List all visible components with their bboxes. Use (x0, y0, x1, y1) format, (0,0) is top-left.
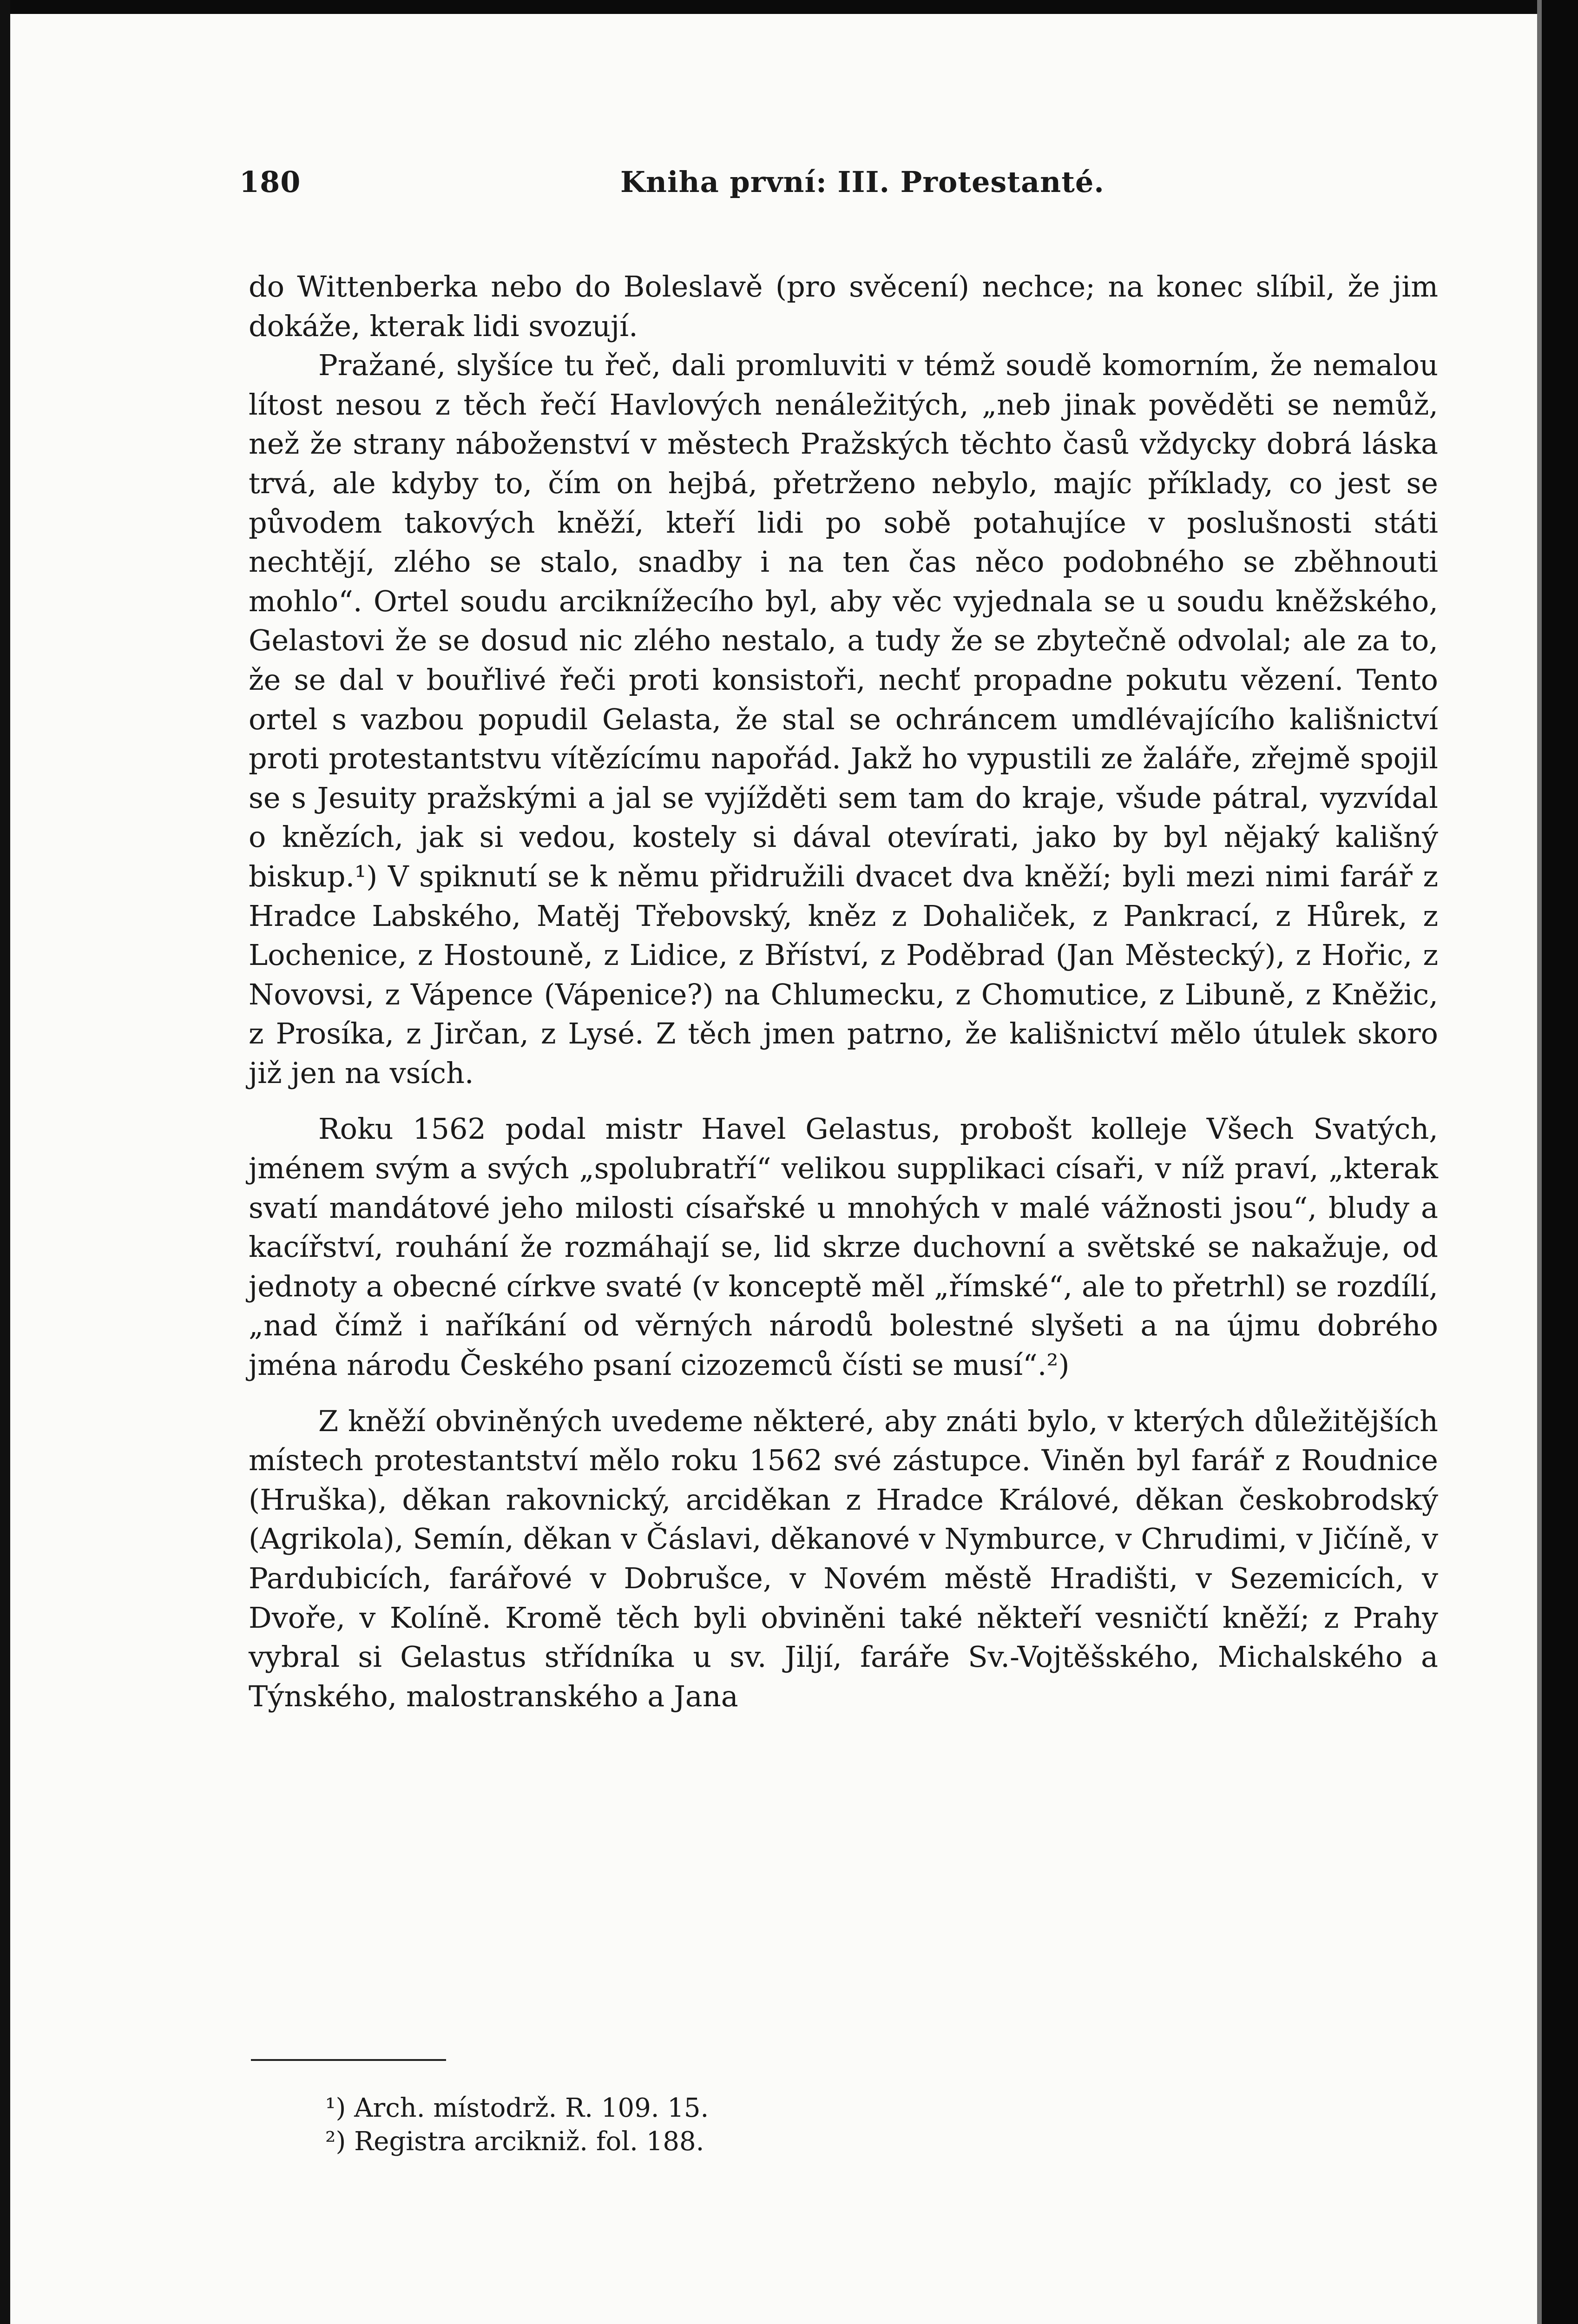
footnote-text: Registra arcikniž. fol. 188. (354, 2126, 704, 2157)
body-text (249, 267, 1438, 1716)
paragraph: Roku 1562 podal mistr Havel Gelastus, probošt kolleje Všech Svatých, jménem svým a svých „spolubratří“ velikou supplikaci císaři, v níž praví, „kterak svatí mandátové jeho milosti císařské u mnohých v malé vážnosti jsou“, bludy a kacířství, rouhání že rozmáhají se, lid skrze duchovní a světské se nakažuje, od jednoty a obecné církve svaté (v konceptě měl „římské“, ale to přetrhl) se rozdílí, „nad čímž i naříkání od věrných národů bolestné slyšeti a na újmu dobrého jména národu Českého psaní cizozemců čísti se musí“.²) (249, 1112, 1438, 1382)
running-title: Kniha první: III. Protestanté. (620, 165, 1105, 199)
paragraph: Z kněží obviněných uvedeme některé, aby znáti bylo, v kterých důležitějších místech protestantství mělo roku 1562 své zástupce. Viněn byl farář z Roudnice (Hruška), děkan rakovnický, arciděkan z Hradce Králové, děkan českobrodský (Agrikola), Semín, děkan v Čáslavi, děkanové v Nymburce, v Chrudimi, v Jičíně, v Pardubicích, farářové v Dobrušce, v Novém městě Hradišti, v Sezemicích, v Dvoře, v Kolíně. Kromě těch byli obviněni také někteří vesničtí kněží; z Prahy vybral si Gelastus střídníka u sv. Jiljí, faráře Sv.-Vojtěšského, Michalského a Týnského, malostranského a Jana (249, 1404, 1438, 1713)
footnote-rule (251, 2059, 446, 2061)
footnote-mark: ¹) (325, 2093, 346, 2123)
footnote-mark: ²) (325, 2126, 346, 2157)
paragraph: Pražané, slyšíce tu řeč, dali promluviti v témž soudě komorním, že nemalou lítost nesou z těch řečí Havlových nenáležitých, „neb jinak pověděti se nemůž, než že strany náboženství v městech Pražských těchto časů vždycky dobrá láska trvá, ale kdyby to, čím on hejbá, přetrženo nebylo, majíc příklady, co jest se původem takových kněží, kteří lidi po sobě potahujíce v poslušnosti státi nechtějí, zlého se stalo, snadby i na ten čas něco podobného se zběhnouti mohlo“. Ortel soudu arciknížecího byl, aby věc vyjednala se u soudu kněžského, Gelastovi že se dosud nic zlého nestalo, a tudy že se zbytečně odvolal; ale za to, že se dal v bouřlivé řeči proti konsistoři, nechť propadne pokutu vězení. Tento ortel s vazbou popudil Gelasta, že stal se ochráncem umdlévajícího kališnictví proti protestantstvu vítězícímu napořád. Jakž ho vypustili ze žaláře, zřejmě spojil se s Jesuity pražskými a jal se vyjížděti sem tam do kraje, všude pátral, vyzvídal o knězích, jak si vedou, kostely si dával otevírati, jako by byl nějaký kališný biskup.¹) V spiknutí se k němu přidružili dvacet dva kněží; byli mezi nimi farář z Hradce Labského, Matěj Třebovský, kněz z Dohaliček, z Pankrací, z Hůrek, z Lochenice, z Hostouně, z Lidice, z Bříství, z Poděbrad (Jan Městecký), z Hořic, z Novovsi, z Vápence (Vápenice?) na Chlumecku, z Chomutice, z Libuně, z Kněžic, z Prosíka, z Jirčan, z Lysé. Z těch jmen patrno, že kališnictví mělo útulek skoro již jen na vsích. (249, 348, 1438, 1090)
footnotes (325, 2092, 1162, 2159)
scan-edge-top (0, 0, 1578, 14)
paragraph-continuation: do Wittenberka nebo do Boleslavě (pro svěcení) nechce; na konec slíbil, že jim dokáže, kterak lidi svozují. (249, 270, 1438, 343)
footnote (325, 2092, 1162, 2125)
page-header (239, 165, 1438, 207)
scan-edge-right-shadow (1537, 0, 1542, 2324)
page-number: 180 (239, 165, 301, 199)
footnote (325, 2125, 1162, 2159)
footnote-text: Arch. místodrž. R. 109. 15. (354, 2093, 709, 2123)
scan-edge-right (1542, 0, 1578, 2324)
scan-edge-left (0, 0, 10, 2324)
